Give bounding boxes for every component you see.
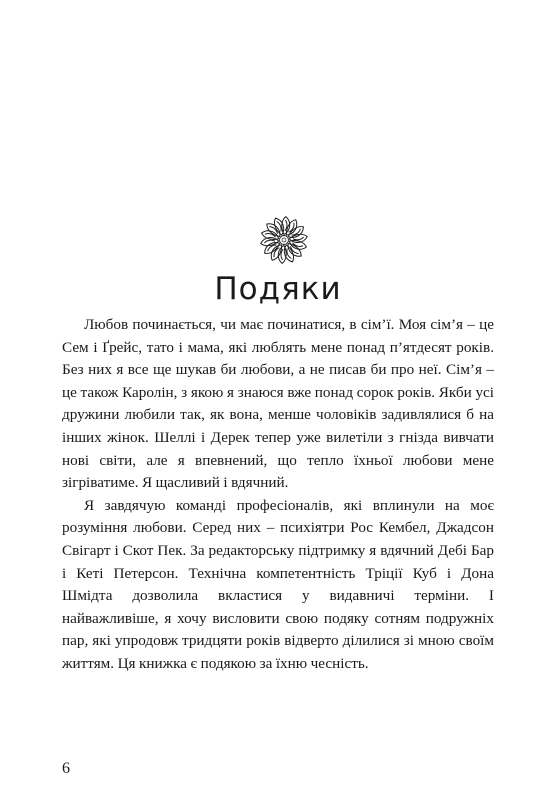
flower-rosette-icon: [257, 213, 311, 267]
page-number: 6: [62, 760, 70, 777]
paragraph-1: Любов починається, чи має починатися, в сім’ї. Моя сім’я – це Сем і Ґрейс, тато і мама, які люблять мене понад п’ятдесят років. Без них я все ще шукав би любови, а не писав би про неї. Сім’я – це також Каролін, з якою я знаюся вже понад сорок років. Якби усі дружини любили так, як вона, менше чоловіків задивлялися б на інших жінок. Шеллі і Дерек тепер уже вилетіли з гнізда вивчати нові світи, але я впевнений, що тепло їхньої любови мене зігріватиме. Я щасливий і вдячний.: [62, 316, 494, 492]
body-text: [62, 314, 494, 676]
page-title: Подяки: [214, 271, 342, 307]
paragraph-2: Я завдячую команді професіоналів, які вплинули на моє розуміння любови. Серед них – психіятри Рос Кембел, Джадсон Свігарт і Скот Пек. За редакторську підтримку я вдячний Дебі Бар і Кеті Петерсон. Технічна компетентність Тріції Куб і Дона Шмідта дозволила вкластися у видавничі терміни. І найважливіше, я хочу висловити свою подяку сотням подружніх пар, які упродовж тридцяти років відверто ділилися зі мною своїм життям. Ця книжка є подякою за їхню чесність.: [62, 496, 494, 672]
